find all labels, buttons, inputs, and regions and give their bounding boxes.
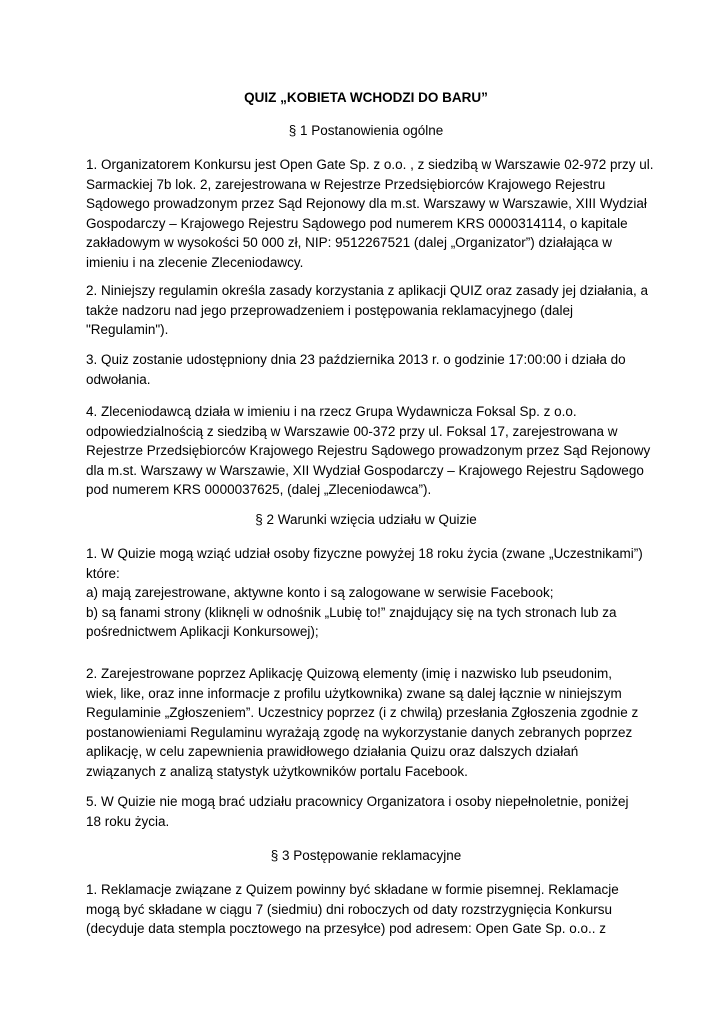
text-line: 2. Zarejestrowane poprzez Aplikację Quizową elementy (imię i nazwisko lub pseudonim, bbox=[86, 666, 612, 681]
paragraph-3-1 bbox=[86, 880, 646, 939]
text-line: a) mają zarejestrowane, aktywne konto i są zalogowane w serwisie Facebook; bbox=[86, 585, 554, 600]
text-line: postanowieniami Regulaminu wyrażają zgodę na wykorzystanie danych zebranych poprzez bbox=[86, 724, 633, 740]
text-line: Rejestrze Przedsiębiorców Krajowego Rejestru Sądowego prowadzonym przez Sąd Rejonowy bbox=[86, 443, 651, 458]
text-line: 18 roku życia. bbox=[86, 813, 170, 829]
text-line: związanych z analizą statystyk użytkowników portalu Facebook. bbox=[86, 763, 468, 779]
text-line: Sarmackiej 7b lok. 2, zarejestrowana w Rejestrze Przedsiębiorców Krajowego Rejestru bbox=[86, 176, 606, 192]
text-line: wiek, like, oraz inne informacje z profilu użytkownika) zwane są dalej łącznie w niniejszym bbox=[86, 685, 622, 701]
section-heading-3: § 3 Postępowanie reklamacyjne bbox=[270, 848, 462, 863]
text-line: także nadzoru nad jego przeprowadzeniem i postępowania reklamacyjnego (dalej bbox=[86, 302, 574, 318]
text-line: (decyduje data stempla pocztowego na przesyłce) pod adresem: Open Gate Sp. o.o.. z bbox=[86, 921, 607, 936]
text-line: 1. W Quizie mogą wziąć udział osoby fizyczne powyżej 18 roku życia (zwane „Uczestnikami”) bbox=[86, 546, 643, 561]
text-line: aplikację, w celu zapewnienia prawidłowego działania Quizu oraz dalszych działań bbox=[86, 744, 579, 759]
paragraph-2-2 bbox=[86, 664, 646, 781]
paragraph-1-4 bbox=[86, 402, 651, 500]
text-line: Sądowego prowadzonym przez Sąd Rejonowy dla m.st. Warszawy w Warszawie, XIII Wydział bbox=[86, 196, 647, 211]
text-line: 4. Zleceniodawcą działa w imieniu i na rzecz Grupa Wydawnicza Foksal Sp. z o.o. bbox=[86, 404, 577, 419]
document-page bbox=[86, 0, 654, 1024]
section-heading-2: § 2 Warunki wzięcia udziału w Quizie bbox=[255, 512, 477, 527]
text-line: pośrednictwem Aplikacji Konkursowej); bbox=[86, 624, 319, 639]
document-title: QUIZ „KOBIETA WCHODZI DO BARU” bbox=[244, 90, 488, 105]
paragraph-1-3 bbox=[86, 350, 646, 389]
text-line: Gospodarczy – Krajowego Rejestru Sądowego pod numerem KRS 0000314114, o kapitale bbox=[86, 215, 628, 231]
text-line: zakładowym w wysokości 50 000 zł, NIP: 9512267521 (dalej „Organizator”) działająca w bbox=[86, 235, 612, 250]
text-line: odpowiedzialnością z siedzibą w Warszawie 00-372 przy ul. Foksal 17, zarejestrowana w bbox=[86, 423, 618, 439]
paragraph-1-1 bbox=[86, 155, 654, 272]
text-line: 1. Reklamacje związane z Quizem powinny być składane w formie pisemnej. Reklamacje bbox=[86, 882, 619, 897]
text-line: odwołania. bbox=[86, 371, 151, 387]
text-line: 2. Niniejszy regulamin określa zasady korzystania z aplikacji QUIZ oraz zasady jej działania, a bbox=[86, 283, 648, 298]
text-line: Regulaminie „Zgłoszeniem”. Uczestnicy poprzez (i z chwilą) przesłania Zgłoszenia zgodnie z bbox=[86, 705, 639, 720]
text-line: imieniu i na zlecenie Zleceniodawcy. bbox=[86, 254, 304, 270]
paragraph-2-1 bbox=[86, 544, 646, 642]
text-line: które: bbox=[86, 565, 120, 581]
text-line: dla m.st. Warszawy w Warszawie, XII Wydział Gospodarczy – Krajowego Rejestru Sądowego bbox=[86, 462, 644, 478]
text-line: "Regulamin"). bbox=[86, 322, 169, 337]
paragraph-1-2 bbox=[86, 281, 646, 340]
text-line: 1. Organizatorem Konkursu jest Open Gate Sp. z o.o. , z siedzibą w Warszawie 02-972 przy ul. bbox=[86, 157, 654, 172]
paragraph-2-3 bbox=[86, 792, 646, 831]
text-line: mogą być składane w ciągu 7 (siedmiu) dni roboczych od daty rozstrzygnięcia Konkursu bbox=[86, 901, 613, 917]
text-line: 3. Quiz zostanie udostępniony dnia 23 października 2013 r. o godzinie 17:00:00 i działa do bbox=[86, 352, 626, 367]
text-line: pod numerem KRS 0000037625, (dalej „Zleceniodawca”). bbox=[86, 482, 432, 497]
text-line: 5. W Quizie nie mogą brać udziału pracownicy Organizatora i osoby niepełnoletnie, poniżej bbox=[86, 794, 629, 809]
text-line: b) są fanami strony (kliknęli w odnośnik „Lubię to!” znajdujący się na tych stronach lub za bbox=[86, 604, 617, 620]
section-heading-1: § 1 Postanowienia ogólne bbox=[288, 123, 444, 138]
